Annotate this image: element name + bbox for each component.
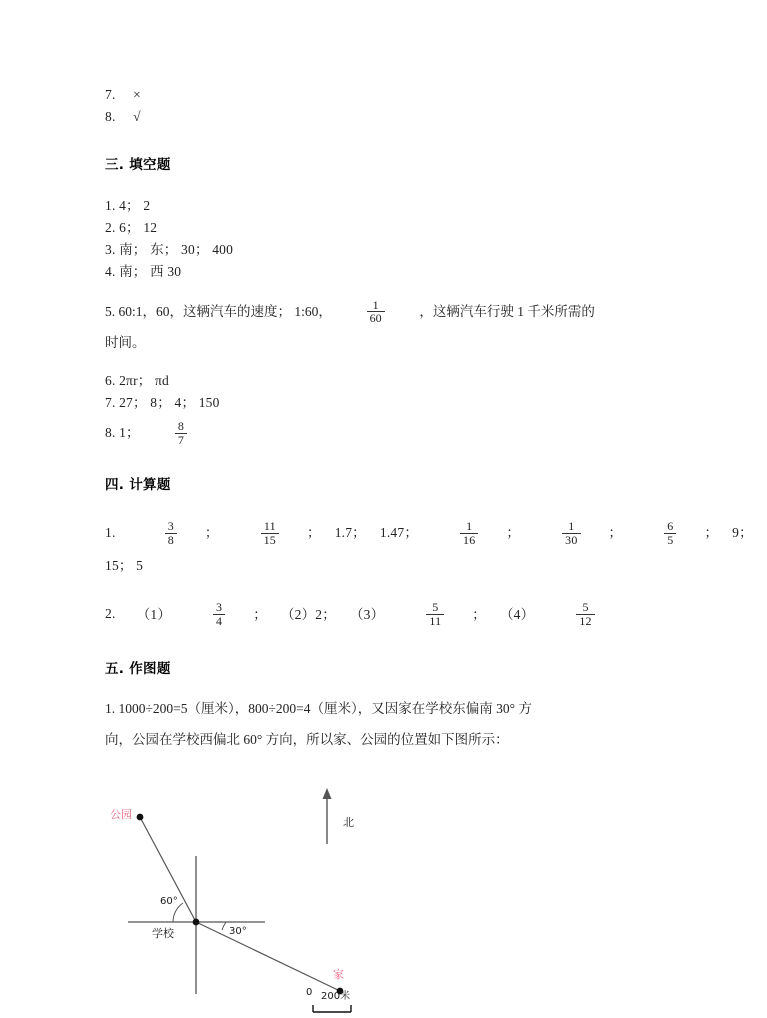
answer-value: 1； <box>119 425 140 441</box>
ray-to-home <box>196 922 340 991</box>
label-north: 北 <box>343 816 354 829</box>
answer-number: 8. <box>105 425 116 441</box>
fraction-numerator: 8 <box>177 419 185 433</box>
answer-row-fill-8 <box>105 421 625 447</box>
answer-row-fill-4 <box>105 261 625 282</box>
fraction-denominator: 5 <box>664 533 676 547</box>
angle-arc-30 <box>222 922 226 930</box>
calc-parts-1 <box>137 519 767 547</box>
section-heading-drawing: 五. 作图题 <box>105 660 171 677</box>
answer-row-fill-5 <box>105 296 625 358</box>
calc-separator: ； <box>253 606 267 622</box>
fraction-numerator: 5 <box>582 600 589 615</box>
section-heading-calculation: 四. 计算题 <box>105 477 171 494</box>
answer-value: × <box>133 87 141 102</box>
calc-value: （4） <box>499 606 535 622</box>
point-school <box>193 919 200 926</box>
fraction-5-over-11 <box>426 601 444 627</box>
answer-row-tf-8 <box>105 106 625 127</box>
direction-diagram <box>105 714 525 1002</box>
calc-value: 9； <box>732 525 753 541</box>
answer-number: 6. <box>105 373 116 388</box>
fraction-6-over-5 <box>664 520 676 546</box>
fraction-numerator: 1 <box>466 519 473 534</box>
answer-value: 27； 8； 4； 150 <box>119 395 220 410</box>
answer-number: 1. <box>105 198 116 213</box>
calc-separator: ； <box>204 525 219 541</box>
fraction-numerator: 1 <box>372 297 379 312</box>
fraction-denominator: 8 <box>165 533 177 547</box>
answer-row-fill-1 <box>105 195 625 216</box>
answer-number: 3. <box>105 242 116 257</box>
fraction-denominator: 11 <box>426 614 444 628</box>
direction-diagram-svg <box>105 714 525 954</box>
calc-value: （1） <box>136 606 172 622</box>
calc-separator: ； <box>472 606 486 622</box>
answer-row-calc-1-wrap: 15； 5 <box>105 558 144 574</box>
fraction-denominator: 16 <box>460 533 478 547</box>
answer-number: 5. <box>105 304 116 319</box>
answer-row-calc-2 <box>105 602 625 628</box>
answer-number: 4. <box>105 264 116 279</box>
answer-value: 南； 东； 30； 400 <box>119 242 234 257</box>
answer-text-part-c: 时间。 <box>105 335 146 350</box>
fraction-denominator: 60 <box>367 311 385 325</box>
fraction-numerator: 3 <box>216 600 223 615</box>
drawing-text-line-2: 向，公园在学校西偏北 60° 方向，所以家、公园的位置如下图所示： <box>105 731 509 747</box>
label-angle-60: 60° <box>160 896 178 907</box>
fraction-numerator: 5 <box>432 600 439 615</box>
label-scale-zero: 0 <box>306 987 313 998</box>
answer-row-fill-3 <box>105 239 625 260</box>
calc-separator: ； <box>307 525 321 541</box>
fraction-denominator: 7 <box>175 433 187 447</box>
calc-parts-2 <box>136 600 623 628</box>
fraction-numerator: 11 <box>263 519 276 534</box>
fraction-one-sixtieth <box>367 299 385 325</box>
fraction-5-over-12 <box>576 601 594 627</box>
answer-row-fill-6 <box>105 370 625 391</box>
answer-row-fill-2 <box>105 217 625 238</box>
fraction-3-over-8 <box>165 520 177 546</box>
fraction-3-over-4 <box>213 601 225 627</box>
answer-value: √ <box>133 109 141 124</box>
answer-value: 南； 西 30 <box>119 264 182 279</box>
answer-number: 7. <box>105 395 116 410</box>
label-school: 学校 <box>152 927 174 940</box>
label-home: 家 <box>333 968 344 981</box>
answer-row-tf-7 <box>105 84 625 105</box>
page-content <box>105 84 753 1002</box>
answer-text-part-b: ，这辆汽车行驶 1 千米所需的 <box>419 304 595 319</box>
fraction-11-over-15 <box>261 520 279 546</box>
section-heading-fill-in: 三. 填空题 <box>105 157 171 173</box>
label-park: 公园 <box>110 808 132 821</box>
calc-value: （2）2； <box>280 606 336 622</box>
label-scale-value: 200米 <box>321 991 351 1002</box>
answer-number: 7. <box>105 87 116 102</box>
calc-value: （3） <box>349 606 385 622</box>
answer-value: 4； 2 <box>119 198 151 213</box>
fraction-denominator: 15 <box>261 533 279 547</box>
fraction-1-over-30 <box>562 520 580 546</box>
fraction-eight-sevenths <box>175 420 187 446</box>
fraction-denominator: 4 <box>213 614 225 628</box>
answer-value: 2πr； πd <box>119 373 170 388</box>
calc-value: 1.7； <box>334 525 366 541</box>
fraction-denominator: 30 <box>562 533 580 547</box>
calc-value: 1.47； <box>379 525 419 541</box>
north-arrow-head <box>323 788 332 799</box>
fraction-numerator: 6 <box>667 519 674 534</box>
drawing-text-line-1: 1. 1000÷200=5（厘米），800÷200=4（厘米），又因家在学校东偏南 30° 方 <box>105 700 532 716</box>
label-angle-30: 30° <box>229 926 247 937</box>
answer-number: 2. <box>105 220 116 235</box>
answer-text-part-a: 60:1，60，这辆汽车的速度； 1:60， <box>118 304 332 319</box>
calc-separator: ； <box>704 525 719 541</box>
fraction-denominator: 12 <box>576 614 594 628</box>
answer-value: 6； 12 <box>119 220 158 235</box>
answer-number: 8. <box>105 109 116 124</box>
answer-number: 1. <box>105 525 116 541</box>
point-park <box>137 814 144 821</box>
answer-number: 2. <box>105 606 116 622</box>
answer-row-fill-7 <box>105 392 625 413</box>
fraction-1-over-16 <box>460 520 478 546</box>
answer-row-calc-1 <box>105 519 753 547</box>
fraction-numerator: 3 <box>167 519 174 534</box>
calc-separator: ； <box>608 525 623 541</box>
calc-separator: ； <box>506 525 521 541</box>
fraction-numerator: 1 <box>568 519 575 534</box>
